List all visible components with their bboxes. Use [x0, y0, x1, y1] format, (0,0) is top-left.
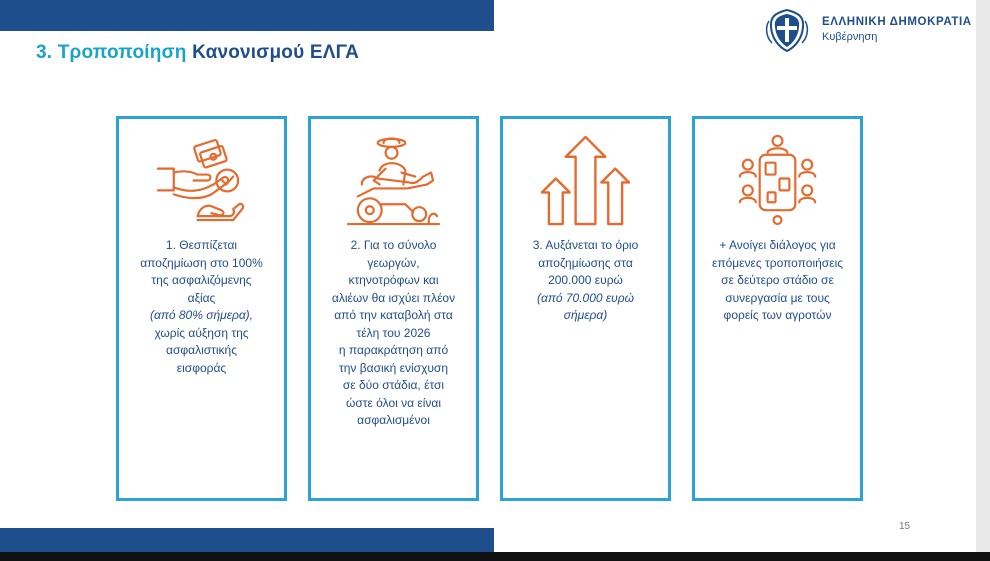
farmer-tractor-icon — [344, 133, 443, 228]
right-edge-strip — [976, 0, 990, 552]
card-line: + Ανοίγει διάλογος για — [719, 238, 836, 252]
bottom-accent-bar — [0, 528, 494, 552]
logo-text — [822, 16, 972, 43]
card-line: 2. Για το σύνολο — [350, 238, 437, 252]
card-line: σε δεύτερο στάδιο σε — [721, 273, 834, 287]
page-number: 15 — [899, 521, 911, 532]
card-line: 1. Θεσπίζεται — [165, 238, 238, 252]
card-line: επόμενες τροποποιήσεις — [711, 255, 844, 270]
card-line: συνεργασία με τους — [725, 290, 830, 305]
title-part2: Κανονισμού ΕΛΓΑ — [192, 42, 360, 63]
bottom-screen-strip — [0, 552, 990, 561]
greek-coat-of-arms-icon — [762, 7, 812, 53]
top-accent-bar — [0, 0, 494, 31]
card-line: από την καταβολή στα — [334, 308, 453, 322]
title-part1: Τροποποίηση — [57, 42, 187, 63]
card-text — [511, 237, 660, 325]
hand-money-icon — [152, 133, 251, 228]
card-text — [127, 237, 276, 377]
card-line: 3. Αυξάνεται το όριο — [532, 238, 639, 252]
card-line: αποζημίωση στο 100% — [140, 255, 263, 270]
card-dialogue — [692, 116, 863, 501]
card-text — [319, 237, 468, 430]
card-line: ασφαλισμένοι — [357, 413, 430, 427]
card-line: 200.000 ευρώ — [548, 273, 623, 287]
logo-subtitle: Κυβέρνηση — [822, 31, 878, 43]
card-line: την βασική ενίσχυση — [338, 360, 449, 375]
slide-title — [36, 42, 359, 64]
card-line: (από 80% σήμερα), — [149, 308, 254, 322]
card-line: γεωργών, — [367, 255, 420, 270]
card-farmers — [308, 116, 479, 501]
card-line: αξίας — [187, 290, 216, 305]
card-line: ασφαλιστικής — [166, 343, 237, 357]
card-line: κτηνοτρόφων και — [348, 273, 439, 287]
logo-title: ΕΛΛΗΝΙΚΗ ΔΗΜΟΚΡΑΤΙΑ — [822, 16, 972, 28]
card-text — [703, 237, 852, 325]
card-line: χωρίς αύξηση της — [154, 325, 249, 340]
card-line: σε δύο στάδια, έτσι — [342, 378, 445, 392]
arrows-up-icon — [536, 133, 635, 228]
card-line: φορείς των αγροτών — [723, 308, 832, 322]
title-number: 3. — [36, 42, 53, 63]
card-compensation — [116, 116, 287, 501]
card-line: η παρακράτηση από — [338, 343, 449, 357]
card-line: τέλη του 2026 — [356, 325, 431, 340]
card-line: σήμερα) — [563, 308, 608, 322]
meeting-table-icon — [728, 133, 827, 228]
card-line: αποζημίωσης στα — [538, 255, 633, 270]
card-line: αλιέων θα ισχύει πλέον — [331, 290, 456, 305]
card-limit — [500, 116, 671, 501]
card-line: εισφοράς — [176, 360, 227, 375]
card-line: της ασφαλιζόμενης — [151, 273, 252, 287]
card-line: (από 70.000 ευρώ — [536, 290, 634, 305]
card-line: ώστε όλοι να είναι — [345, 395, 442, 410]
